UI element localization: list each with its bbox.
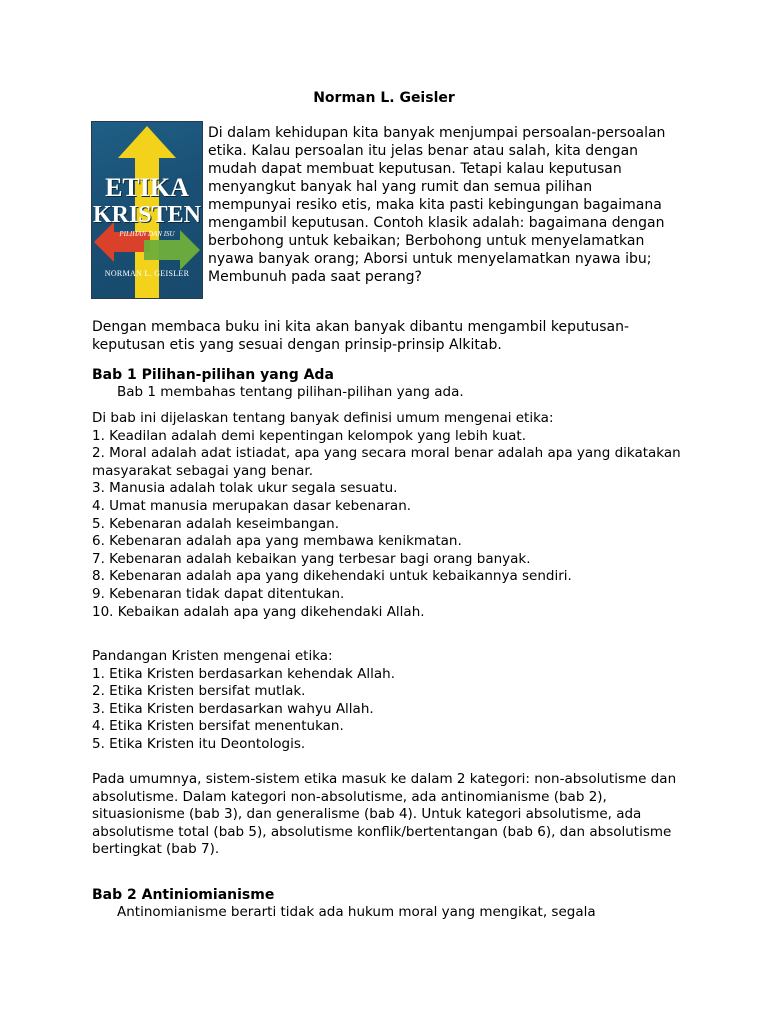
cover-subtitle: PILIHAN DAN ISU	[119, 230, 175, 238]
christian-views-section	[92, 648, 682, 754]
list-item: 4. Umat manusia merupakan dasar kebenaran.	[92, 497, 412, 514]
list-item: 4. Etika Kristen bersifat menentukan.	[92, 718, 344, 735]
list-item: 9. Kebenaran tidak dapat ditentukan.	[92, 585, 345, 602]
cover-title-line2: KRISTEN	[92, 202, 202, 228]
christian-views-list	[92, 666, 682, 754]
definitions-list	[92, 428, 682, 622]
list-item: 1. Keadilan adalah demi kepentingan kelompok yang lebih kuat.	[92, 427, 526, 444]
list-item: 2. Moral adalah adat istiadat, apa yang secara moral benar adalah apa yang dikatakan masyarakat sebagai yang benar.	[92, 445, 681, 479]
list-item: 2. Etika Kristen bersifat mutlak.	[92, 683, 306, 700]
bab2-lead: Antinomianisme berarti tidak ada hukum moral yang mengikat, segala	[117, 904, 596, 920]
list-item: 6. Kebenaran adalah apa yang membawa kenikmatan.	[92, 533, 462, 550]
document-title: Norman L. Geisler	[313, 90, 455, 106]
categories-paragraph: Pada umumnya, sistem-sistem etika masuk ke dalam 2 kategori: non-absolutisme dan absolutisme. Dalam kategori non-absolutisme, ada antinomianisme (bab 2), situasionisme (bab 3), dan generalisme (bab 4). Untuk kategori absolutisme, ada absolutisme total (bab 5), absolutisme konflik/bertentangan (bab 6), dan absolutisme bertingkat (bab 7).	[92, 771, 677, 858]
bab2-heading: Bab 2 Antiniomianisme	[92, 887, 275, 903]
list-item: 8. Kebenaran adalah apa yang dikehendaki untuk kebaikannya sendiri.	[92, 568, 572, 585]
definitions-section	[92, 410, 682, 621]
cover-title-line1: ETIKA	[105, 173, 189, 202]
intro-paragraph: Di dalam kehidupan kita banyak menjumpai persoalan-persoalan etika. Kalau persoalan itu jelas benar atau salah, kita dengan mudah dapat membuat keputusan. Tetapi kalau keputusan menyangkut banyak hal yang rumit dan semua pilihan mempunyai resiko etis, maka kita pasti kebingungan bagaimana mengambil keputusan. Contoh klasik adalah: bagaimana dengan berbohong untuk kebaikan; Berbohong untuk menyelamatkan nyawa banyak orang; Aborsi untuk menyelamatkan nyawa ibu; Membunuh pada saat perang?	[208, 125, 666, 285]
bab1-lead: Bab 1 membahas tentang pilihan-pilihan yang ada.	[117, 384, 464, 400]
list-item: 5. Etika Kristen itu Deontologis.	[92, 735, 306, 752]
list-item: 1. Etika Kristen berdasarkan kehendak Allah.	[92, 665, 395, 682]
list-item: 3. Etika Kristen berdasarkan wahyu Allah.	[92, 700, 374, 717]
list-item: 3. Manusia adalah tolak ukur segala sesuatu.	[92, 480, 398, 497]
cover-author: NORMAN L. GEISLER	[104, 269, 190, 278]
christian-views-intro: Pandangan Kristen mengenai etika:	[92, 648, 333, 664]
list-item: 10. Kebaikan adalah apa yang dikehendaki Allah.	[92, 603, 425, 620]
book-cover-image	[92, 122, 202, 298]
list-item: 5. Kebenaran adalah keseimbangan.	[92, 515, 339, 532]
summary-paragraph: Dengan membaca buku ini kita akan banyak dibantu mengambil keputusan-keputusan etis yang sesuai dengan prinsip-prinsip Alkitab.	[92, 319, 630, 353]
definitions-intro: Di bab ini dijelaskan tentang banyak definisi umum mengenai etika:	[92, 410, 554, 426]
list-item: 7. Kebenaran adalah kebaikan yang terbesar bagi orang banyak.	[92, 550, 531, 567]
bab1-heading: Bab 1 Pilihan-pilihan yang Ada	[92, 367, 334, 383]
